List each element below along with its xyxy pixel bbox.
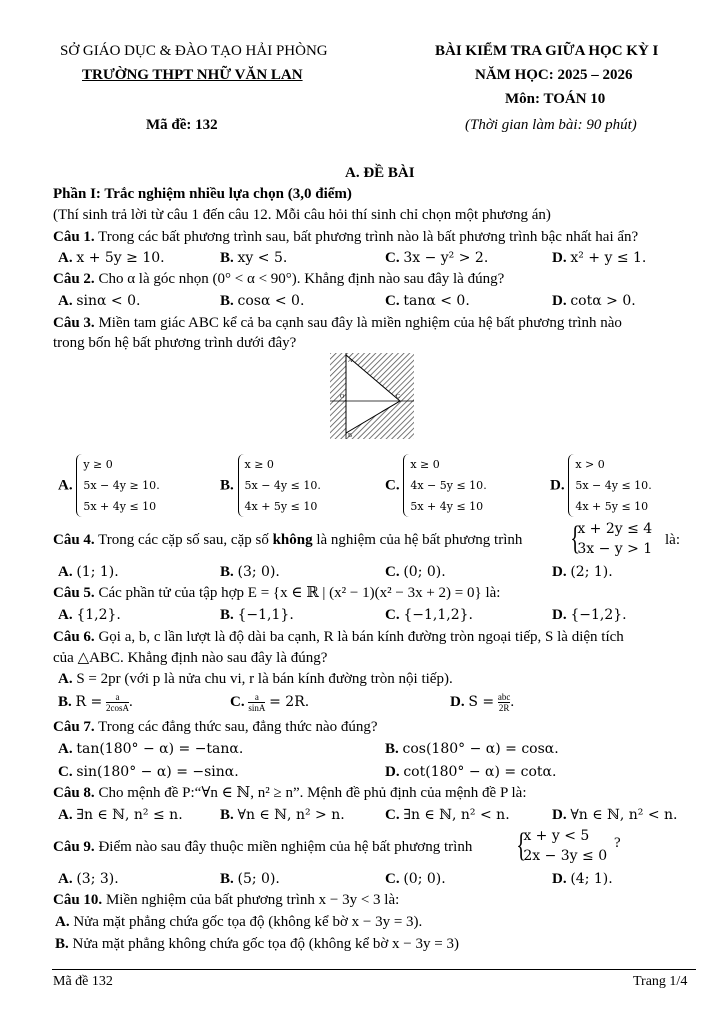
question-2	[53, 270, 504, 288]
option-value: ∀n ∈ ℕ, n² > n.	[237, 807, 345, 823]
question-text: Cho mệnh đề P:“∀n ∈ ℕ, n² ≥ n”. Mệnh đề phủ định của mệnh đề P là:	[94, 785, 527, 801]
q9-system-lines	[523, 826, 607, 866]
option-key: D.	[550, 477, 565, 494]
question-1	[53, 228, 638, 246]
q9-system	[513, 826, 607, 866]
option-value: {1,2}.	[76, 607, 121, 623]
option-key: D.	[552, 564, 567, 580]
question-text: Trong các bất phương trình sau, bất phương trình nào là bất phương trình bậc nhất hai ẩn?	[94, 229, 639, 245]
question-6-cont: của △ABC. Khẳng định nào sau đây là đúng?	[53, 650, 328, 666]
q9-option-b[interactable]	[220, 870, 280, 888]
question-label: Câu 1.	[53, 229, 95, 245]
option-value: cos(180° − α) = cosα.	[402, 741, 559, 757]
question-text: Trong các cặp số sau, cặp số	[94, 532, 273, 548]
option-value: {−1,2}.	[570, 607, 627, 623]
sys-end: .	[483, 479, 487, 492]
brace: {	[570, 520, 581, 557]
q8-option-a[interactable]	[58, 806, 183, 824]
fraction-den: 2R	[498, 703, 510, 713]
option-key: A.	[58, 871, 73, 887]
option-key: D.	[552, 871, 567, 887]
triangle-region-figure	[330, 353, 414, 439]
q1-option-d[interactable]	[552, 249, 646, 267]
department-name: SỞ GIÁO DỤC & ĐÀO TẠO HẢI PHÒNG	[60, 43, 328, 59]
sys-end: .	[648, 479, 652, 492]
sys-line: 5x − 4y ≤ 10	[244, 479, 318, 492]
option-value: x² + y ≤ 1.	[570, 250, 647, 266]
page-number: Trang 1/4	[633, 974, 688, 989]
q9-option-a[interactable]	[58, 870, 119, 888]
option-key: C.	[385, 250, 400, 266]
question-text: Trong các đẳng thức sau, đẳng thức nào đúng?	[94, 719, 378, 735]
option-value: Nửa mặt phẳng chứa gốc tọa độ (không kể bờ x − 3y = 3).	[73, 914, 423, 930]
option-key: B.	[55, 936, 69, 952]
option-key: B.	[220, 807, 234, 823]
sys-line: 4x − 5y ≤ 10	[410, 479, 484, 492]
option-key: A.	[58, 293, 73, 309]
option-key: A.	[58, 477, 73, 494]
option-value: (2; 1).	[570, 564, 613, 580]
option-value: (0; 0).	[403, 564, 446, 580]
fraction-num: a	[106, 692, 129, 703]
sys-line: x + 2y ≤ 4	[577, 521, 653, 537]
q6-option-b[interactable]	[58, 692, 133, 713]
sys-line: x ≥ 0	[410, 458, 440, 471]
question-text: là nghiệm của hệ bất phương trình	[312, 532, 523, 548]
sys-end: .	[156, 479, 160, 492]
sys-line: 5x − 4y ≥ 10	[83, 479, 157, 492]
q2-option-a[interactable]	[58, 292, 140, 310]
sys-line: 5x + 4y ≤ 10	[410, 500, 484, 513]
part1-note: (Thí sinh trả lời từ câu 1 đến câu 12. Mỗi câu hỏi thí sinh chỉ chọn một phương án)	[53, 207, 551, 223]
inequality-system	[403, 454, 486, 517]
option-value: (3; 0).	[237, 564, 280, 580]
option-key: B.	[220, 250, 234, 266]
fraction-num: a	[248, 692, 265, 703]
inequality-system	[238, 454, 321, 517]
q1-option-b[interactable]	[220, 249, 287, 267]
label-a: A	[348, 358, 353, 364]
option-value: {−1,1,2}.	[403, 607, 473, 623]
q6-option-a[interactable]	[58, 670, 453, 688]
option-value: 3x − y² > 2.	[403, 250, 489, 266]
q8-option-b[interactable]	[220, 806, 345, 824]
option-value: ∀n ∈ ℕ, n² < n.	[570, 807, 678, 823]
option-value: (4; 1).	[570, 871, 613, 887]
question-emphasis: không	[272, 532, 313, 548]
option-value: S = 2pr (với p là nửa chu vi, r là bán kính đường tròn nội tiếp).	[76, 671, 453, 687]
sys-line: 4x + 5y ≤ 10	[244, 500, 318, 513]
q3-option-b[interactable]	[220, 454, 321, 517]
option-value: cot(180° − α) = cotα.	[403, 764, 557, 780]
inequality-system	[568, 454, 651, 517]
option-key: C.	[385, 293, 400, 309]
label-o: O	[340, 394, 345, 400]
q5-option-b[interactable]	[220, 606, 294, 624]
option-value: tanα < 0.	[403, 293, 470, 309]
sys-line: x + y < 5	[523, 828, 590, 844]
q9-tail: ?	[614, 835, 621, 851]
question-label: Câu 2.	[53, 271, 95, 287]
q6-option-c[interactable]	[230, 692, 309, 713]
q4-system-lines	[577, 519, 652, 559]
option-value: (0; 0).	[403, 871, 446, 887]
option-end: .	[129, 693, 133, 710]
option-value: = 2R.	[269, 693, 310, 710]
question-8	[53, 784, 527, 802]
q5-option-d[interactable]	[552, 606, 627, 624]
option-value: sin(180° − α) = −sinα.	[76, 764, 239, 780]
option-key: C.	[58, 764, 73, 780]
sys-line: 4x + 5y ≤ 10	[575, 500, 649, 513]
footer-code: Mã đề 132	[53, 974, 113, 989]
option-value: Nửa mặt phẳng không chứa gốc tọa độ (không kể bờ x − 3y = 3)	[72, 936, 459, 952]
option-key: B.	[220, 477, 234, 494]
question-9	[53, 838, 472, 856]
option-key: A.	[58, 741, 73, 757]
label-b: B	[348, 433, 353, 439]
label-c: C	[396, 394, 401, 400]
option-value: ∃n ∈ ℕ, n² < n.	[403, 807, 510, 823]
option-key: A.	[58, 250, 73, 266]
q7-option-d[interactable]	[385, 763, 556, 781]
option-value: (3; 3).	[76, 871, 119, 887]
option-value: ∃n ∈ ℕ, n² ≤ n.	[76, 807, 183, 823]
option-value: x + 5y ≥ 10.	[76, 250, 165, 266]
q4-tail: là:	[665, 532, 680, 548]
option-key: A.	[58, 607, 73, 623]
option-key: C.	[385, 564, 400, 580]
option-value: cosα < 0.	[237, 293, 305, 309]
option-key: D.	[450, 693, 465, 710]
footer-divider	[52, 969, 696, 970]
sys-line: 5x + 4y ≤ 10	[83, 500, 157, 513]
q4-option-a[interactable]	[58, 563, 119, 581]
q4-option-c[interactable]	[385, 563, 446, 581]
option-value: S =	[468, 693, 495, 710]
question-7	[53, 718, 378, 736]
sys-line: x > 0	[575, 458, 605, 471]
option-value: tan(180° − α) = −tanα.	[76, 741, 244, 757]
option-key: A.	[58, 671, 73, 687]
q10-option-a[interactable]	[55, 913, 422, 931]
question-text: Miền tam giác ABC kể cả ba cạnh sau đây là miền nghiệm của hệ bất phương trình nào	[94, 315, 622, 331]
inequality-system	[76, 454, 159, 517]
school-year: NĂM HỌC: 2025 – 2026	[475, 67, 633, 83]
option-key: A.	[55, 914, 70, 930]
option-key: B.	[58, 693, 72, 710]
option-value: xy < 5.	[237, 250, 288, 266]
q2-option-d[interactable]	[552, 292, 636, 310]
sys-end: .	[317, 479, 321, 492]
question-label: Câu 5.	[53, 585, 95, 601]
option-key: D.	[552, 807, 567, 823]
question-text: Miền nghiệm của bất phương trình x − 3y < 3 là:	[102, 892, 400, 908]
question-text: Điểm nào sau đây thuộc miền nghiệm của hệ bất phương trình	[94, 839, 473, 855]
question-text: Các phần tử của tập hợp E = {x ∈ ℝ | (x² − 1)(x² − 3x + 2) = 0} là:	[94, 585, 501, 601]
question-4	[53, 531, 522, 549]
question-text: Cho α là góc nhọn (0° < α < 90°). Khẳng định nào sau đây là đúng?	[94, 271, 505, 287]
question-label: Câu 8.	[53, 785, 95, 801]
option-key: B.	[220, 871, 234, 887]
option-key: A.	[58, 807, 73, 823]
question-label: Câu 4.	[53, 532, 95, 548]
q8-option-c[interactable]	[385, 806, 510, 824]
brace: {	[516, 827, 527, 864]
fraction	[248, 692, 265, 713]
option-end: .	[510, 693, 515, 710]
question-6	[53, 628, 624, 646]
question-5	[53, 584, 500, 602]
option-key: B.	[220, 564, 234, 580]
q10-option-b[interactable]	[55, 935, 459, 953]
q1-option-c[interactable]	[385, 249, 488, 267]
fraction-den: 2cosA	[106, 703, 129, 713]
q1-option-a[interactable]	[58, 249, 165, 267]
fraction-num: abc	[497, 692, 511, 702]
option-key: C.	[230, 693, 245, 710]
question-label: Câu 6.	[53, 629, 95, 645]
option-value: sinα < 0.	[76, 293, 141, 309]
question-3-cont: trong bốn hệ bất phương trình dưới đây?	[53, 335, 297, 351]
option-key: C.	[385, 807, 400, 823]
question-label: Câu 9.	[53, 839, 95, 855]
q4-option-b[interactable]	[220, 563, 280, 581]
option-value: (5; 0).	[237, 871, 280, 887]
q7-option-a[interactable]	[58, 740, 243, 758]
q8-option-d[interactable]	[552, 806, 678, 824]
fraction	[106, 692, 129, 713]
option-key: A.	[58, 564, 73, 580]
q7-option-b[interactable]	[385, 740, 559, 758]
option-key: D.	[552, 293, 567, 309]
q6-option-d[interactable]	[450, 692, 514, 713]
question-3	[53, 314, 622, 332]
option-key: C.	[385, 477, 400, 494]
q9-option-c[interactable]	[385, 870, 446, 888]
question-label: Câu 7.	[53, 719, 95, 735]
option-value: R =	[75, 693, 103, 710]
school-name: TRƯỜNG THPT NHỮ VĂN LAN	[82, 67, 303, 83]
q2-option-b[interactable]	[220, 292, 304, 310]
section-title: A. ĐỀ BÀI	[345, 165, 415, 181]
option-key: B.	[385, 741, 399, 757]
part1-title: Phần I: Trắc nghiệm nhiều lựa chọn (3,0 điểm)	[53, 186, 352, 202]
time-limit: (Thời gian làm bài: 90 phút)	[465, 117, 637, 133]
question-label: Câu 10.	[53, 892, 103, 908]
fraction-den: sinA	[248, 703, 266, 713]
q5-option-c[interactable]	[385, 606, 473, 624]
option-key: D.	[385, 764, 400, 780]
fraction	[498, 692, 511, 713]
option-value: (1; 1).	[76, 564, 119, 580]
option-key: B.	[220, 607, 234, 623]
subject: Môn: TOÁN 10	[505, 91, 606, 107]
sys-line: y ≥ 0	[83, 458, 113, 471]
sys-line: 5x − 4y ≤ 10	[575, 479, 649, 492]
question-label: Câu 3.	[53, 315, 95, 331]
q4-option-d[interactable]	[552, 563, 613, 581]
q4-system	[567, 519, 652, 559]
option-value: cotα > 0.	[570, 293, 636, 309]
q3-option-d[interactable]	[550, 454, 652, 517]
option-key: C.	[385, 607, 400, 623]
sys-line: 2x − 3y ≤ 0	[523, 848, 608, 864]
option-key: C.	[385, 871, 400, 887]
q9-option-d[interactable]	[552, 870, 613, 888]
sys-line: x ≥ 0	[244, 458, 274, 471]
option-key: D.	[552, 607, 567, 623]
exam-code: Mã đề: 132	[146, 117, 218, 133]
q3-option-c[interactable]	[385, 454, 487, 517]
option-value: {−1,1}.	[237, 607, 294, 623]
option-key: B.	[220, 293, 234, 309]
q2-option-c[interactable]	[385, 292, 470, 310]
q5-option-a[interactable]	[58, 606, 121, 624]
question-text: Gọi a, b, c lần lượt là độ dài ba cạnh, R là bán kính đường tròn ngoại tiếp, S là diện tích	[94, 629, 624, 645]
q7-option-c[interactable]	[58, 763, 239, 781]
option-key: D.	[552, 250, 567, 266]
exam-title: BÀI KIỂM TRA GIỮA HỌC KỲ I	[435, 43, 659, 59]
q3-option-a[interactable]	[58, 454, 160, 517]
question-10	[53, 891, 399, 909]
sys-line: 3x − y > 1	[577, 541, 653, 557]
